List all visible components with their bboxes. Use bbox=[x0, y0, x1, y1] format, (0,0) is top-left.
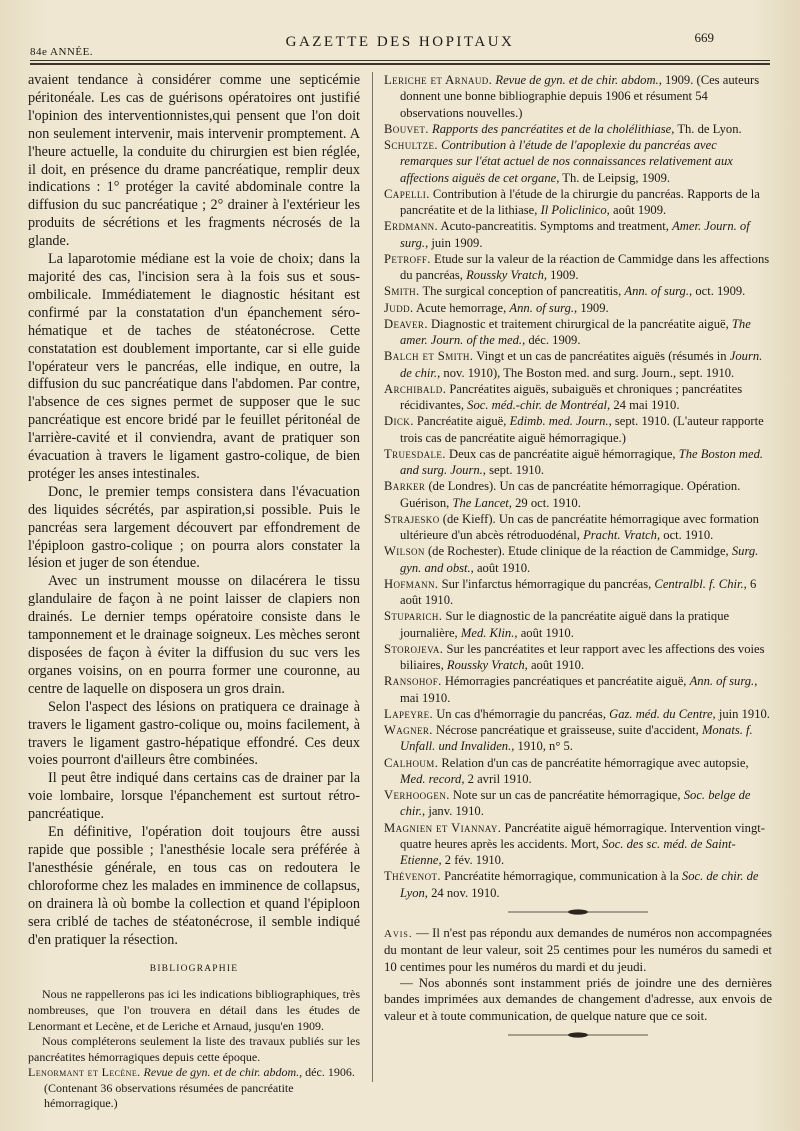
left-paragraph: Donc, le premier temps consistera dans l'évacuation des liquides sécrétés, par aspiration,si possible. Puis le pancréas sera largement découvert par effondrement de l'épiploon gastro-colique ; on pourra alors constater la lésion et juger de son étendue. bbox=[28, 483, 360, 572]
reference-author: Hofmann. bbox=[384, 576, 439, 591]
reference-journal: Soc. méd.-chir. de Montréal, bbox=[467, 398, 611, 412]
reference-rest: Th. de Leipsig, 1909. bbox=[562, 170, 671, 185]
reference-entry bbox=[384, 868, 772, 901]
reference-title: The surgical conception of pancreatitis, bbox=[422, 284, 622, 299]
reference-author: Erdmann. bbox=[384, 219, 439, 234]
reference-entry bbox=[384, 348, 772, 381]
reference-title: (de Londres). Un cas de pancréatite hémorragique. Opération. Guérison, bbox=[400, 479, 741, 510]
reference-rest: déc. 1906. (Contenant 36 observations résumées de pancréatite hémorragique.) bbox=[44, 1065, 355, 1111]
bibliography-intro-paragraph: Nous compléterons seulement la liste des travaux publiés sur les pancréatites hémorragiques depuis cette époque. bbox=[28, 1034, 360, 1064]
reference-author: Schultze. bbox=[384, 138, 438, 152]
reference-title: Acuto-pancreatitis. Symptoms and treatment, bbox=[440, 219, 669, 234]
reference-rest: sept. 1910. (L'auteur rapporte trois cas de pancréatite aiguë hémorragique.) bbox=[400, 414, 764, 445]
reference-title: (de Kieff). Un cas de pancréatite hémorragique avec formation ultérieure d'un abcès rétroduodénal, bbox=[400, 511, 759, 542]
reference-journal: Pracht. Vratch, bbox=[583, 528, 661, 542]
left-paragraph: En définitive, l'opération doit toujours être aussi rapide que possible ; l'anesthésie locale sera préférée à l'anesthésie générale, en tous cas on redoutera le chloroforme chez les malades en imminence de collapsus, on drainera là où bombe la collection et quand l'épiploon sera criblé de taches de stéatonécrose, il semble indiqué d'en pratiquer la résection. bbox=[28, 824, 360, 948]
reference-entry bbox=[384, 186, 772, 219]
reference-journal: Revue de gyn. et de chir. abdom., bbox=[495, 73, 662, 87]
reference-entry bbox=[384, 755, 772, 788]
reference-rest: 2 avril 1910. bbox=[467, 771, 532, 786]
reference-rest: août 1910. bbox=[476, 560, 531, 575]
reference-journal: Soc. des sc. méd. de Saint-Etienne, bbox=[400, 836, 736, 867]
header-page-number: 669 bbox=[694, 30, 714, 45]
left-paragraph: La laparotomie médiane est la voie de choix; dans la majorité des cas, l'incision sera à la fois sus et sous-ombilicale. Immédiatement le diagnostic hésitant est confirmé par la constatation d'un épanchement séro-hématique et de taches de stéatonécrose. Cette constatation est doublement importante, car si elle guide l'opérateur vers le pancréas, elle indique, en outre, la diffusion du suc pancréatique dans l'abdomen. Par contre, l'absence de ces signes permet de supposer que le suc pancréatique est encore bridé par le feuillet péritonéal de l'arrière-cavité et il conviendra, avant de pratiquer son évacuation à travers le ligament gastro-colique, de bien protéger les anses intestinales. bbox=[28, 251, 360, 482]
reference-title: (de Rochester). Etude clinique de la réaction de Cammidge, bbox=[427, 544, 729, 559]
reference-entry bbox=[384, 251, 772, 284]
separator-ornament-icon bbox=[503, 1030, 653, 1040]
reference-author: Bouvet. bbox=[384, 121, 429, 136]
notice-paragraph: — Nos abonnés sont instamment priés de joindre une des dernières bandes imprimées aux demandes de changement d'adresse, aux envois de valeur et à toute communication, de quelque nature que ce soit. bbox=[384, 975, 772, 1023]
reference-title: Pancréatites aiguës, subaiguës et chroniques ; pancréatites récidivantes, bbox=[400, 381, 743, 412]
notice-label: Avis. bbox=[384, 927, 413, 940]
reference-entry bbox=[384, 316, 772, 349]
reference-title: Contribution à l'étude de la chirurgie du pancréas. Rapports de la pancréatite et de la lithiase, bbox=[400, 186, 760, 217]
header-title: GAZETTE DES HOPITAUX bbox=[285, 34, 515, 50]
reference-rest: déc. 1909. bbox=[528, 333, 581, 347]
reference-author: Capelli. bbox=[384, 186, 430, 201]
reference-entry bbox=[384, 722, 772, 755]
reference-author: Stuparich. bbox=[384, 609, 443, 624]
header-year: 84e ANNÉE. bbox=[30, 46, 94, 58]
reference-title: Vingt et un cas de pancréatites aiguës (résumés in bbox=[476, 349, 727, 364]
reference-rest: 1909. bbox=[580, 300, 609, 315]
reference-rest: août 1909. bbox=[612, 203, 667, 217]
reference-author: Storojeva. bbox=[384, 641, 444, 656]
reference-author: Dick. bbox=[384, 414, 414, 429]
reference-rest: mai 1910. bbox=[400, 690, 451, 705]
reference-author: Balch et Smith. bbox=[384, 349, 474, 364]
right-column bbox=[384, 72, 772, 1048]
reference-author: Ransohof. bbox=[384, 674, 442, 689]
reference-rest: 6 août 1910. bbox=[400, 576, 757, 607]
reference-rest: nov. 1910), The Boston med. and surg. Journ., sept. 1910. bbox=[443, 365, 735, 380]
reference-journal: Med. record, bbox=[400, 771, 465, 786]
reference-author: Deaver. bbox=[384, 316, 428, 331]
reference-title: Pancréatite aiguë, bbox=[416, 414, 507, 429]
reference-author: Magnien et Viannay. bbox=[384, 820, 502, 835]
reference-author: Smith. bbox=[384, 284, 420, 299]
reference-entry bbox=[384, 543, 772, 576]
reference-entry bbox=[384, 283, 772, 299]
reference-journal: The Boston med. and surg. Journ., bbox=[400, 446, 764, 477]
reference-title: Deux cas de pancréatite aiguë hémorragique, bbox=[449, 446, 676, 461]
reference-author: Lapeyre. bbox=[384, 706, 434, 721]
reference-journal: The amer. Journ. of the med., bbox=[400, 316, 751, 347]
reference-journal: Contribution à l'étude de l'apoplexie du pancréas avec remarques sur l'état actuel de nos connaissances relativement aux affections aiguës de cet organe, bbox=[400, 138, 733, 185]
reference-author: Truesdale. bbox=[384, 446, 446, 461]
notice-block bbox=[384, 925, 772, 1024]
reference-journal: Monats. f. Unfall. und Invaliden., bbox=[400, 723, 753, 754]
reference-rest: 1909. (Ces auteurs donnent une bonne bibliographie depuis 1906 et résument 54 observations nouvelles.) bbox=[400, 73, 760, 120]
reference-title: Nécrose pancréatique et graisseuse, suite d'accident, bbox=[436, 723, 699, 737]
bibliography-heading: BIBLIOGRAPHIE bbox=[149, 964, 239, 975]
reference-entry bbox=[384, 787, 772, 820]
reference-entry bbox=[384, 820, 772, 869]
reference-title: Etude sur la valeur de la réaction de Cammidge dans les affections du pancréas, bbox=[400, 251, 770, 282]
left-paragraph: Selon l'aspect des lésions on pratiquera ce drainage à travers le ligament gastro-colique ou, moins facilement, à travers le ligament gastro-hépatique effondré. Ces deux voies pourront d'ailleurs être combinées. bbox=[28, 698, 360, 769]
reference-entry bbox=[384, 706, 772, 722]
reference-journal: Rapports des pancréatites et de la cholélithiase, bbox=[432, 121, 675, 136]
reference-journal: Surg. gyn. and obst., bbox=[400, 544, 759, 575]
reference-author: Petroff. bbox=[384, 251, 431, 266]
reference-entry bbox=[384, 641, 772, 674]
reference-journal: Roussky Vratch, bbox=[446, 658, 528, 672]
reference-journal: The Lancet, bbox=[452, 495, 512, 510]
reference-author: Lenormant et Lecène. bbox=[28, 1065, 141, 1080]
reference-rest: sept. 1910. bbox=[489, 463, 545, 477]
bibliography-intro-paragraph: Nous ne rappellerons pas ici les indications bibliographiques, très nombreuses, que l'on trouvera en détail dans les études de Lenormant et Lecène, et de Leriche et Arnaud, jusqu'en 1909. bbox=[28, 987, 360, 1033]
reference-entry bbox=[384, 608, 772, 641]
reference-author: Archibald. bbox=[384, 381, 447, 396]
reference-entry bbox=[384, 137, 772, 186]
reference-journal: Soc. belge de chir., bbox=[400, 788, 751, 819]
reference-author: Verhoogen. bbox=[384, 788, 450, 802]
reference-author: Strajesko bbox=[384, 511, 440, 526]
reference-title: Relation d'un cas de pancréatite hémorragique avec autopsie, bbox=[441, 755, 749, 770]
reference-entry bbox=[384, 511, 772, 544]
reference-journal: Gaz. méd. du Centre, bbox=[609, 706, 716, 721]
header-rule-thick bbox=[30, 63, 770, 65]
reference-author: Judd. bbox=[384, 300, 414, 315]
reference-journal: Journ. de chir., bbox=[400, 349, 763, 380]
reference-list bbox=[384, 72, 772, 901]
reference-title: Note sur un cas de pancréatite hémorragique, bbox=[452, 788, 681, 802]
reference-entry bbox=[384, 72, 772, 121]
reference-rest: 24 nov. 1910. bbox=[431, 885, 500, 900]
reference-rest: oct. 1910. bbox=[663, 528, 714, 542]
reference-rest: 24 mai 1910. bbox=[613, 398, 680, 412]
reference-author: Barker bbox=[384, 479, 426, 494]
reference-journal: Centralbl. f. Chir., bbox=[654, 576, 747, 591]
reference-entry bbox=[384, 413, 772, 446]
reference-rest: juin 1910. bbox=[718, 706, 770, 721]
reference-author: Thévenot. bbox=[384, 869, 441, 884]
separator-ornament-icon bbox=[503, 907, 653, 917]
bibliography-intro bbox=[28, 987, 360, 1112]
reference-rest: 2 fév. 1910. bbox=[444, 853, 505, 867]
reference-rest: juin 1909. bbox=[431, 235, 483, 250]
reference-title: Pancréatite aiguë hémorragique. Intervention vingt-quatre heures après les accidents. Mort, bbox=[400, 820, 765, 851]
reference-entry bbox=[384, 300, 772, 316]
reference-entry bbox=[384, 478, 772, 511]
header-rule-thin bbox=[30, 60, 770, 61]
reference-title: Hémorragies pancréatiques et pancréatite aiguë, bbox=[444, 674, 687, 689]
reference-title: Un cas d'hémorragie du pancréas, bbox=[436, 706, 606, 721]
left-paragraph: Il peut être indiqué dans certains cas de drainer par la voie lombaire, lorsque l'épanchement est surtout rétro-pancréatique. bbox=[28, 770, 360, 823]
ornamental-separator bbox=[503, 1030, 653, 1040]
reference-entry bbox=[384, 121, 772, 137]
reference-journal: Med. Klin., bbox=[460, 625, 518, 640]
reference-journal: Ann. of surg., bbox=[689, 674, 758, 689]
reference-author: Wilson bbox=[384, 544, 425, 559]
reference-rest: 29 oct. 1910. bbox=[515, 495, 581, 510]
reference-rest: 1910, n° 5. bbox=[517, 739, 573, 754]
reference-author: Calhoum. bbox=[384, 755, 439, 770]
reference-rest: janv. 1910. bbox=[428, 804, 484, 819]
reference-journal: Edimb. med. Journ., bbox=[509, 414, 612, 429]
reference-entry bbox=[384, 218, 772, 251]
reference-title: Sur les pancréatites et leur rapport avec les affections des voies biliaires, bbox=[400, 641, 765, 672]
left-paragraph: Avec un instrument mousse on dilacérera le tissu glandulaire de façon à ne point laisser de clapiers non drainés. Le dernier temps opératoire consiste dans le tamponnement et le drainage soigneux. Les mèches seront disposées de façon à éviter la diffusion du suc vers les organes voisins, on en pourra former une couronne, au centre de laquelle on disposera un gros drain. bbox=[28, 573, 360, 697]
reference-rest: Th. de Lyon. bbox=[677, 121, 742, 136]
left-column bbox=[28, 72, 360, 1112]
reference-rest: août 1910. bbox=[530, 658, 585, 672]
reference-entry bbox=[28, 1065, 360, 1112]
left-paragraph: avaient tendance à considérer comme une septicémie péritonéale. Les cas de guérisons opératoires ont justifié l'opinion des interventionnistes,qui pensent que l'on doit non seulement intervenir, mais intervenir promptement. A l'heure actuelle, la conduite du chirurgien est bien réglée, il doit, en présence du drame pancréatique, remplir deux indications : 1° protéger la cavité abdominale contre la diffusion du suc pancréatique ; 2° drainer à l'extérieur les produits de sécrétions et les fragments nécrosés de la glande. bbox=[28, 72, 360, 250]
page-header bbox=[0, 28, 800, 68]
reference-entry bbox=[384, 446, 772, 479]
reference-entry bbox=[384, 381, 772, 414]
reference-journal: Soc. de chir. de Lyon, bbox=[400, 869, 759, 900]
reference-journal: Revue de gyn. et de chir. abdom., bbox=[143, 1065, 303, 1080]
notice-text: — Il n'est pas répondu aux demandes de numéros non accompagnées du montant de leur valeur, soit 25 centimes pour les numéros du samedi et 10 centimes pour les numéros du mardi et du jeudi. bbox=[384, 925, 772, 974]
reference-rest: 1909. bbox=[550, 268, 579, 282]
column-divider bbox=[372, 72, 373, 1082]
reference-journal: Ann. of surg., bbox=[624, 284, 693, 299]
reference-author: Leriche et Arnaud. bbox=[384, 73, 493, 87]
reference-journal: Il Policlinico, bbox=[540, 203, 610, 217]
reference-entry bbox=[384, 673, 772, 706]
reference-title: Sur l'infarctus hémorragique du pancréas, bbox=[441, 576, 652, 591]
reference-journal: Ann. of surg., bbox=[509, 300, 578, 315]
reference-title: Pancréatite hémorragique, communication à la bbox=[444, 869, 679, 884]
reference-title: Sur le diagnostic de la pancréatite aiguë dans la pratique journalière, bbox=[400, 609, 730, 640]
reference-author: Wagner. bbox=[384, 723, 433, 737]
reference-journal: Roussky Vratch, bbox=[466, 268, 548, 282]
reference-journal: Amer. Journ. of surg., bbox=[400, 219, 750, 250]
ornamental-separator bbox=[503, 907, 653, 917]
reference-title: Acute hemorrage, bbox=[416, 300, 507, 315]
reference-rest: août 1910. bbox=[520, 625, 574, 640]
reference-entry bbox=[384, 576, 772, 609]
reference-title: Diagnostic et traitement chirurgical de la pancréatite aiguë, bbox=[431, 316, 729, 331]
reference-rest: oct. 1909. bbox=[695, 284, 746, 299]
notice-paragraph bbox=[384, 925, 772, 975]
